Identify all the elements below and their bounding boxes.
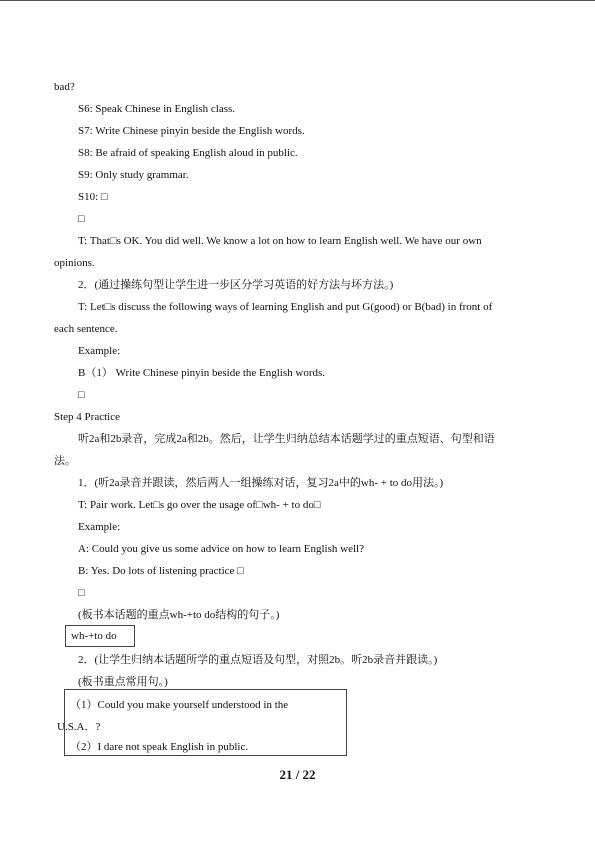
board-box-text: wh-+to do (71, 630, 117, 642)
text-line: opinions. (54, 257, 95, 269)
text-line: T: That□s OK. You did well. We know a lot on how to learn English well. We have our own (78, 235, 482, 247)
text-line: bad? (54, 81, 75, 93)
text-line: S8: Be afraid of speaking English aloud in public. (78, 147, 298, 159)
text-line: (板书重点常用句。) (78, 676, 168, 688)
page-top-border (0, 0, 595, 1)
section-heading: Step 4 Practice (54, 411, 120, 423)
text-line: 听2a和2b录音，完成2a和2b。然后，让学生归纳总结本话题学过的重点短语、句型和语 (78, 433, 495, 445)
text-line: 2．(让学生归纳本话题所学的重点短语及句型，对照2b。听2b录音并跟读。) (78, 654, 438, 666)
text-line: 2．(通过操练句型让学生进一步区分学习英语的好方法与坏方法。) (78, 279, 394, 291)
text-line: S10: □ (78, 191, 108, 203)
text-line: (板书本话题的重点wh-+to do结构的句子。) (78, 609, 280, 621)
board-box-structure (65, 625, 135, 647)
text-line: S9: Only study grammar. (78, 169, 189, 181)
placeholder-glyph: □ (78, 587, 85, 599)
board-box-text: （2）I dare not speak English in public. (70, 741, 249, 753)
placeholder-glyph: □ (78, 389, 85, 401)
page-number: 21 / 22 (279, 767, 316, 782)
text-line: T: Pair work. Let□s go over the usage of□wh- + to do□ (78, 499, 321, 511)
board-box-text: （1）Could you make yourself understood in the (70, 699, 289, 711)
text-line: 法。 (54, 455, 76, 467)
text-line: Example: (78, 345, 121, 357)
placeholder-glyph: □ (78, 213, 85, 225)
text-line: A: Could you give us some advice on how to learn English well? (78, 543, 364, 555)
text-line: B: Yes. Do lots of listening practice □ (78, 565, 244, 577)
text-line: B（1） Write Chinese pinyin beside the English words. (78, 367, 326, 379)
text-line: S7: Write Chinese pinyin beside the English words. (78, 125, 305, 137)
text-line: each sentence. (54, 323, 118, 335)
board-box-sentences (57, 689, 347, 756)
text-line: S6: Speak Chinese in English class. (78, 103, 236, 115)
board-box-text: U.S.A．? (57, 721, 101, 733)
text-line: 1．(听2a录音并跟读，然后两人一组操练对话，复习2a中的wh- + to do用法。) (78, 477, 444, 489)
text-line: T: Let□s discuss the following ways of learning English and put G(good) or B(bad) in front of (78, 301, 493, 313)
text-line: Example: (78, 521, 121, 533)
